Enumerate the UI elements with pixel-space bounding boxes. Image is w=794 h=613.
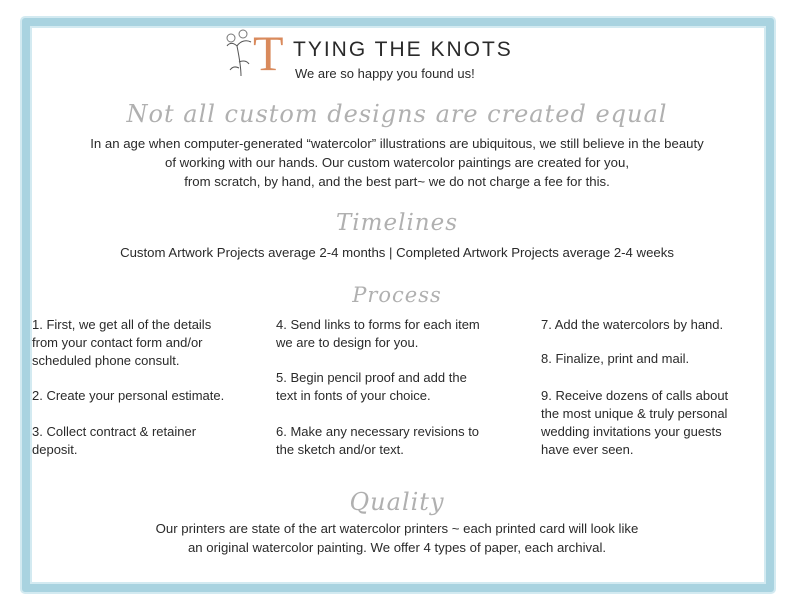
intro-line: from scratch, by hand, and the best part~ we do not charge a fee for this.	[184, 174, 610, 189]
step-line: 3. Collect contract & retainer	[32, 424, 197, 439]
step-line: text in fonts of your choice.	[276, 388, 431, 403]
step-line: 8. Finalize, print and mail.	[541, 351, 690, 366]
brand-name: TYING THE KNOTS	[293, 38, 513, 61]
step-line: we are to design for you.	[276, 335, 419, 350]
step-line: wedding invitations your guests	[541, 424, 722, 439]
process-step-7	[541, 316, 723, 334]
step-line: 1. First, we get all of the details	[32, 317, 212, 332]
step-line: 2. Create your personal estimate.	[32, 388, 225, 403]
process-step-8	[541, 350, 689, 368]
process-step-6	[276, 423, 479, 459]
process-step-9	[541, 387, 728, 459]
step-line: 5. Begin pencil proof and add the	[276, 370, 467, 385]
step-line: 7. Add the watercolors by hand.	[541, 317, 724, 332]
process-step-1	[32, 316, 211, 370]
quality-paragraph	[30, 519, 764, 557]
quality-line: Our printers are state of the art watercolor printers ~ each printed card will look like	[155, 521, 639, 536]
step-line: 9. Receive dozens of calls about	[541, 388, 729, 403]
process-step-2	[32, 387, 224, 405]
step-line: the sketch and/or text.	[276, 442, 404, 457]
quality-heading: Quality	[349, 488, 445, 516]
logo-letter: T	[253, 25, 284, 81]
step-line: from your contact form and/or	[32, 335, 203, 350]
intro-paragraph	[30, 134, 764, 191]
process-step-4	[276, 316, 480, 352]
intro-line: In an age when computer-generated “watercolor” illustrations are ubiquitous, we still believe in the beauty	[90, 136, 704, 151]
process-heading: Process	[352, 283, 442, 307]
step-line: the most unique & truly personal	[541, 406, 728, 421]
step-line: scheduled phone consult.	[32, 353, 180, 368]
step-line: deposit.	[32, 442, 78, 457]
intro-line: of working with our hands. Our custom watercolor paintings are created for you,	[165, 155, 629, 170]
quality-line: an original watercolor painting. We offer 4 types of paper, each archival.	[187, 540, 607, 555]
step-line: 6. Make any necessary revisions to	[276, 424, 480, 439]
step-line: have ever seen.	[541, 442, 634, 457]
process-step-3	[32, 423, 196, 459]
brand-header	[225, 25, 525, 81]
brand-tagline: We are so happy you found us!	[295, 66, 475, 81]
intro-heading: Not all custom designs are created equal	[126, 100, 668, 128]
timelines-heading: Timelines	[335, 210, 459, 236]
step-line: 4. Send links to forms for each item	[276, 317, 480, 332]
process-step-5	[276, 369, 467, 405]
timelines-text: Custom Artwork Projects average 2-4 months | Completed Artwork Projects average 2-4 weeks	[120, 245, 674, 260]
